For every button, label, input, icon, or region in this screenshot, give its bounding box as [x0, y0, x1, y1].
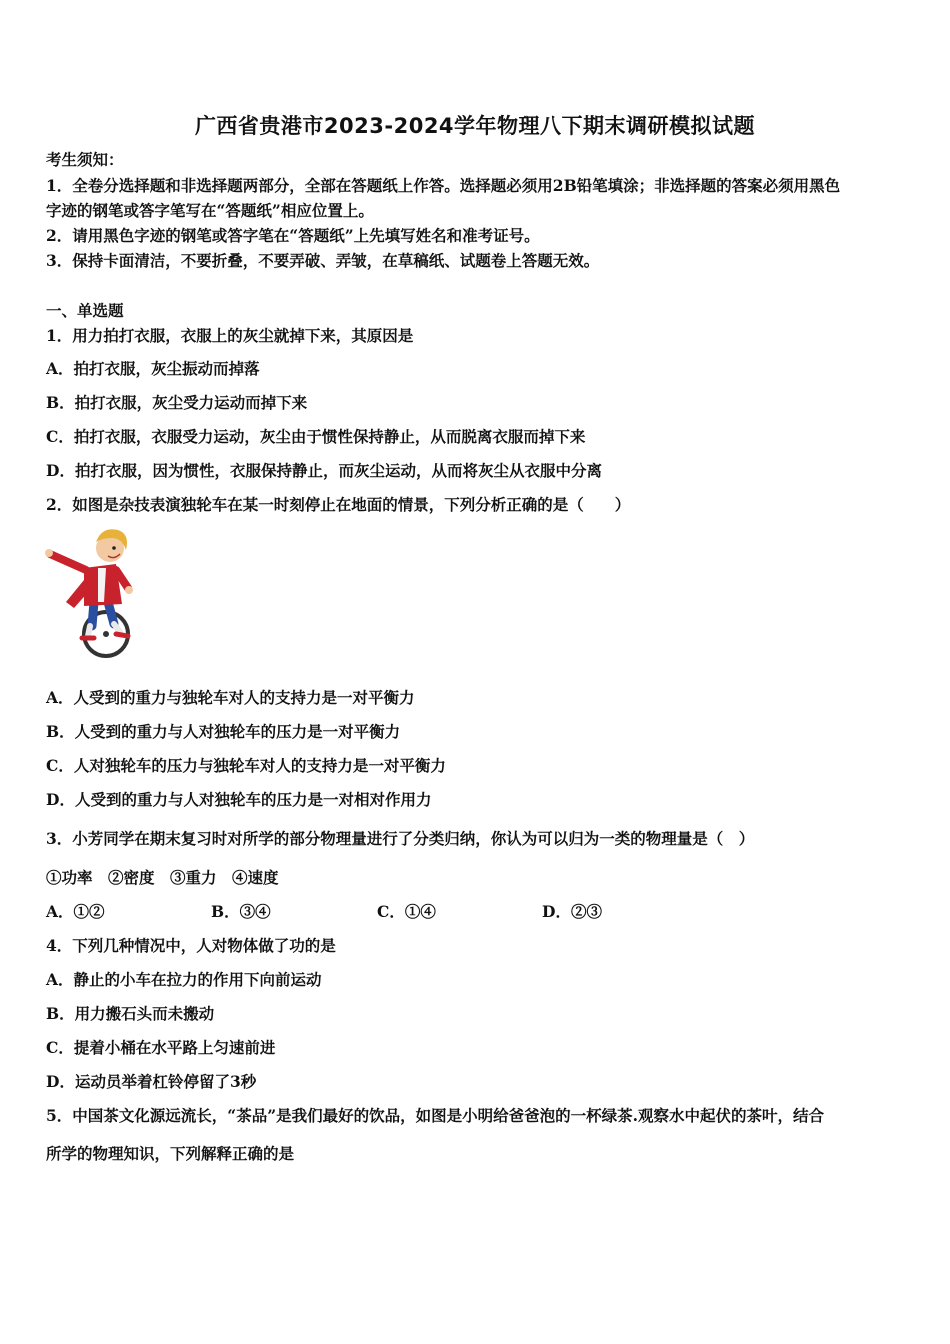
question-1-option-d: D．拍打衣服，因为惯性，衣服保持静止，而灰尘运动，从而将灰尘从衣服中分离 — [46, 461, 602, 480]
question-2-option-b: B．人受到的重力与人对独轮车的压力是一对平衡力 — [46, 722, 401, 741]
notice-item: 3．保持卡面清洁，不要折叠，不要弄破、弄皱，在草稿纸、试题卷上答题无效。 — [46, 251, 600, 270]
notice-item: 字迹的钢笔或答字笔写在“答题纸”相应位置上。 — [46, 201, 374, 220]
question-1-stem: 1．用力拍打衣服，衣服上的灰尘就掉下来，其原因是 — [46, 326, 414, 345]
section-heading: 一、单选题 — [46, 301, 124, 320]
notice-item: 1．全卷分选择题和非选择题两部分，全部在答题纸上作答。选择题必须用2B铅笔填涂；非选择题的答案必须用黑色 — [46, 176, 841, 195]
question-2-option-a: A．人受到的重力与独轮车对人的支持力是一对平衡力 — [46, 688, 415, 707]
question-1-option-b: B．拍打衣服，灰尘受力运动而掉下来 — [46, 393, 308, 412]
question-4-option-a: A．静止的小车在拉力的作用下向前运动 — [46, 970, 322, 989]
unicycle-performer-figure — [44, 524, 144, 660]
question-4-stem: 4．下列几种情况中，人对物体做了功的是 — [46, 936, 336, 955]
question-2-stem: 2．如图是杂技表演独轮车在某一时刻停止在地面的情景，下列分析正确的是（ ） — [46, 495, 631, 514]
question-3-option-d: D．②③ — [542, 902, 602, 921]
question-4-option-c: C．提着小桶在水平路上匀速前进 — [46, 1038, 276, 1057]
question-4-option-b: B．用力搬石头而未搬动 — [46, 1004, 215, 1023]
notice-heading: 考生须知： — [46, 150, 124, 169]
question-3-option-c: C．①④ — [377, 902, 436, 921]
notice-item: 2．请用黑色字迹的钢笔或答字笔在“答题纸”上先填写姓名和准考证号。 — [46, 226, 540, 245]
question-2-option-d: D．人受到的重力与人对独轮车的压力是一对相对作用力 — [46, 790, 432, 809]
question-3-items: ①功率 ②密度 ③重力 ④速度 — [46, 868, 279, 887]
question-3-option-b: B．③④ — [211, 902, 271, 921]
question-3-options — [46, 902, 906, 922]
question-3-option-a: A．①② — [46, 902, 105, 921]
question-5-stem: 5．中国茶文化源远流长，“茶品”是我们最好的饮品，如图是小明给爸爸泡的一杯绿茶.观察水中起伏的茶叶，结合 — [46, 1106, 825, 1125]
unicycle-performer-illustration — [44, 524, 144, 660]
question-5-stem-continued: 所学的物理知识，下列解释正确的是 — [46, 1144, 295, 1163]
question-1-option-a: A．拍打衣服，灰尘振动而掉落 — [46, 359, 260, 378]
question-2-option-c: C．人对独轮车的压力与独轮车对人的支持力是一对平衡力 — [46, 756, 446, 775]
question-1-option-c: C．拍打衣服，衣服受力运动，灰尘由于惯性保持静止，从而脱离衣服而掉下来 — [46, 427, 586, 446]
page-title: 广西省贵港市2023-2024学年物理八下期末调研模拟试题 — [194, 114, 756, 138]
question-4-option-d: D．运动员举着杠铃停留了3秒 — [46, 1072, 257, 1091]
question-3-stem: 3．小芳同学在期末复习时对所学的部分物理量进行了分类归纳，你认为可以归为一类的物理量是（ ） — [46, 829, 755, 848]
